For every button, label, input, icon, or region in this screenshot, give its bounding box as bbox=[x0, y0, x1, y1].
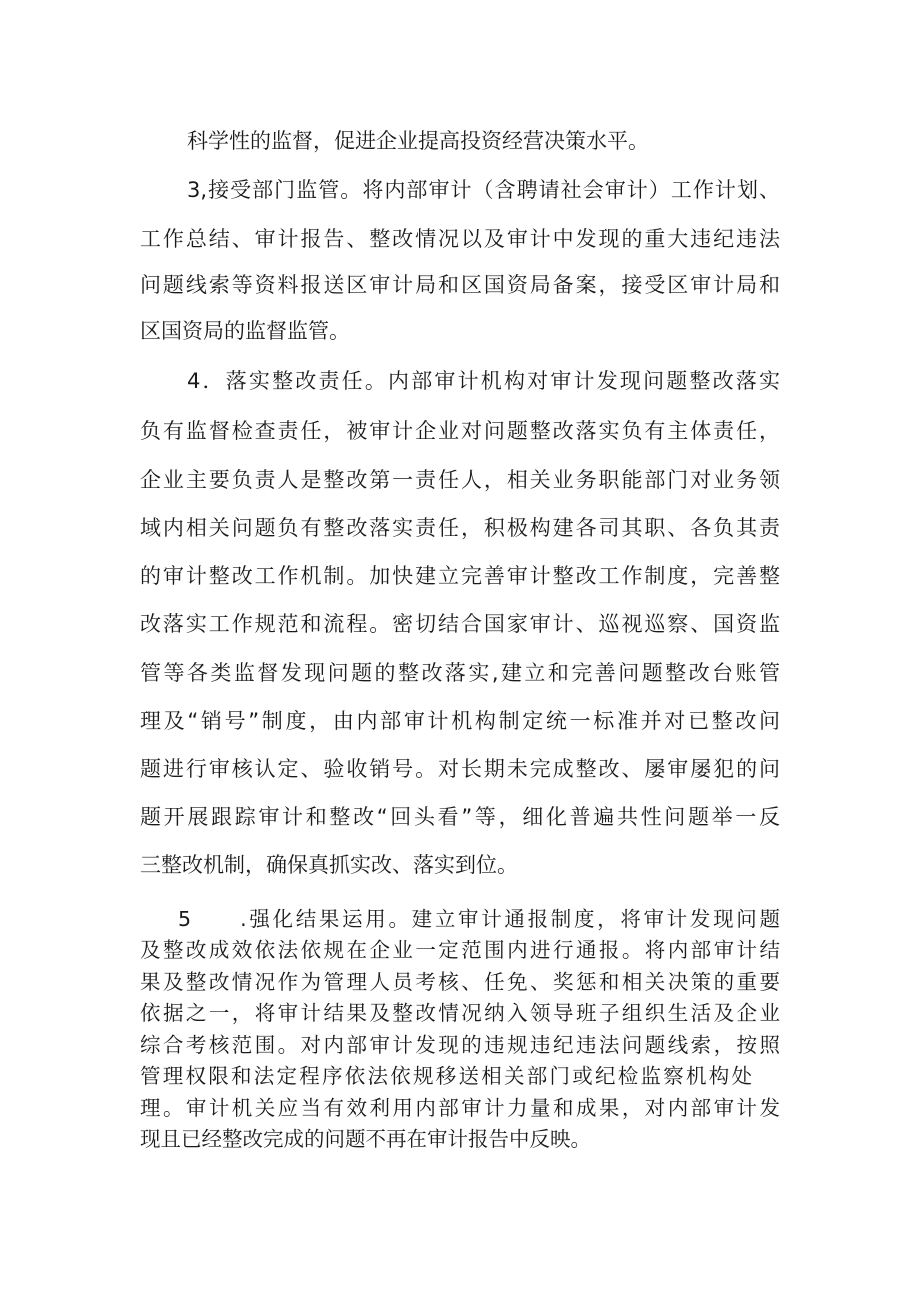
text-line: 题进行审核认定、验收销号。对长期未完成整改、屡审屡犯的问 bbox=[140, 757, 780, 781]
text-line: 理及“销号”制度，由内部审计机构制定统一标准并对已整改问 bbox=[140, 709, 780, 733]
text-line: 科学性的监督，促进企业提高投资经营决策水平。 bbox=[187, 129, 649, 153]
text-line: 综合考核范围。对内部审计发现的违规违纪违法问题线索，按照 bbox=[140, 1033, 780, 1057]
text-line: 及整改成效依法依规在企业一定范围内进行通报。将内部审计结 bbox=[140, 938, 780, 962]
text-line: 果及整改情况作为管理人员考核、任免、奖惩和相关决策的重要 bbox=[140, 970, 780, 994]
text-line: 三整改机制，确保真抓实改、落实到位。 bbox=[140, 853, 518, 877]
text-line: 管理权限和法定程序依法依规移送相关部门或纪检监察机构处 bbox=[140, 1064, 752, 1088]
text-line: 依据之一，将审计结果及整改情况纳入领导班子组织生活及企业 bbox=[140, 1001, 780, 1025]
text-line: 理。审计机关应当有效利用内部审计力量和成果，对内部审计发 bbox=[140, 1096, 780, 1120]
text-line: 企业主要负责人是整改第一责任人，相关业务职能部门对业务领 bbox=[140, 468, 780, 492]
text-line: 负有监督检查责任，被审计企业对问题整改落实负有主体责任， bbox=[140, 419, 780, 443]
text-line: 区国资局的监督监管。 bbox=[140, 319, 350, 343]
text-line: 问题线索等资料报送区审计局和区国资局备案，接受区审计局和 bbox=[140, 273, 780, 297]
text-line: 管等各类监督发现问题的整改落实,建立和完善问题整改台账管 bbox=[140, 661, 780, 685]
paragraph-3-heading-line: 3,接受部门监管。将内部审计（含聘请社会审计）工作计划、 bbox=[187, 178, 780, 202]
text-line: 工作总结、审计报告、整改情况以及审计中发现的重大违纪违法 bbox=[140, 227, 780, 251]
paragraph-4-heading-line: 4．落实整改责任。内部审计机构对审计发现问题整改落实 bbox=[187, 369, 780, 393]
text-line: 现且已经整改完成的问题不再在审计报告中反映。 bbox=[140, 1127, 591, 1151]
text-line: 域内相关问题负有整改落实责任，积极构建各司其职、各负其责 bbox=[140, 516, 780, 540]
text-line: 题开展跟踪审计和整改“回头看”等，细化普遍共性问题举一反 bbox=[140, 805, 780, 829]
text-line: 改落实工作规范和流程。密切结合国家审计、巡视巡察、国资监 bbox=[140, 612, 780, 636]
text-line: 的审计整改工作机制。加快建立完善审计整改工作制度，完善整 bbox=[140, 564, 780, 588]
paragraph-5-heading-line: 5 .强化结果运用。建立审计通报制度，将审计发现问题 bbox=[178, 907, 780, 931]
